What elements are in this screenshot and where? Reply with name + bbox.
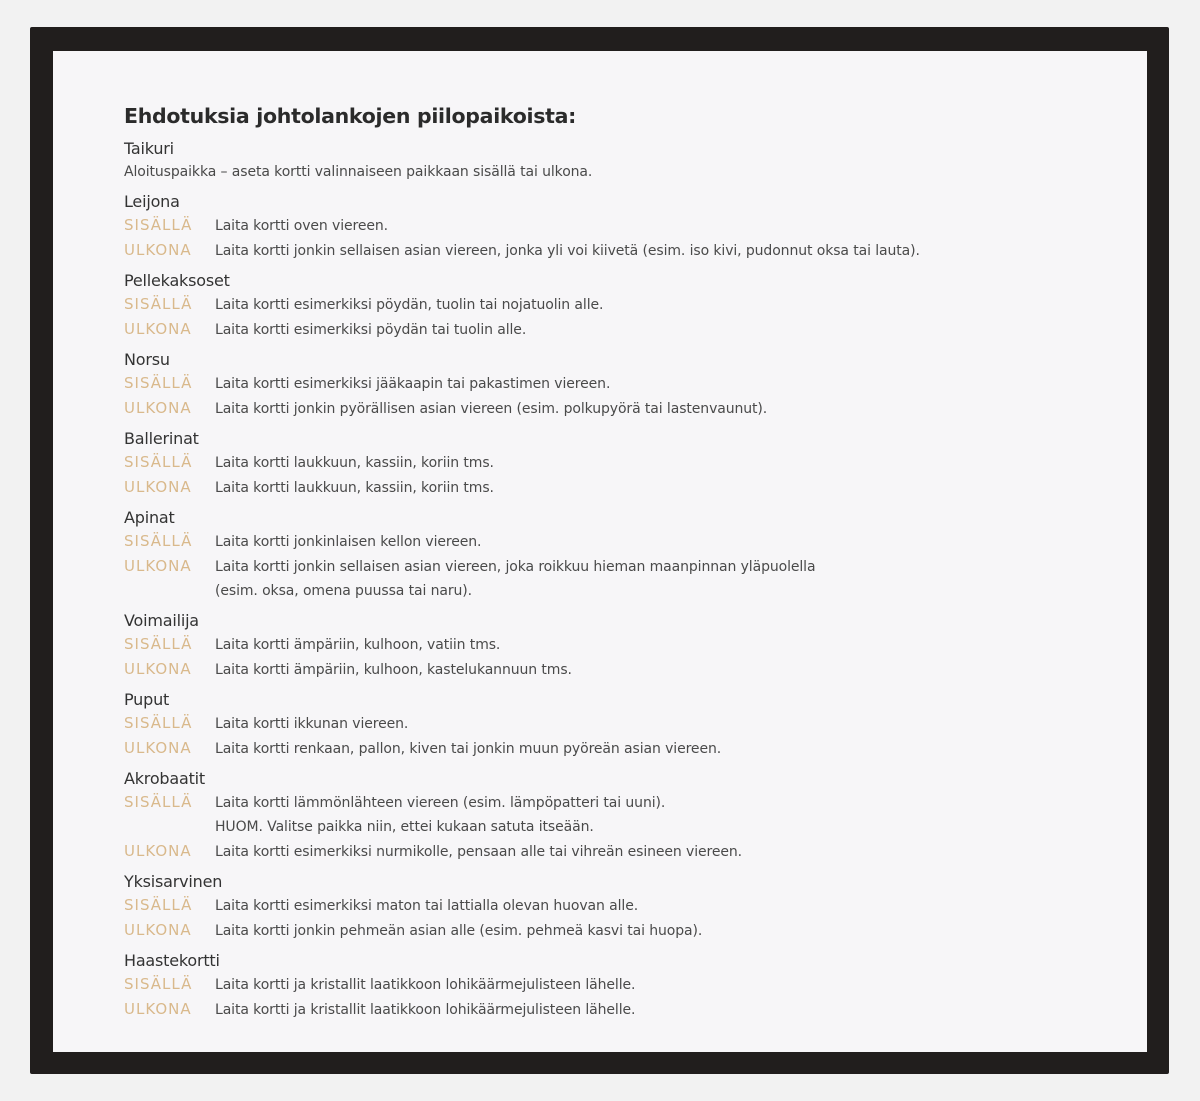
outside-instruction-text: Laita kortti ja kristallit laatikkoon lohikäärmejulisteen lähelle. — [215, 1002, 636, 1018]
outside-label: ULKONA — [124, 1000, 192, 1018]
inside-label: SISÄLLÄ — [124, 216, 193, 234]
outside-label: ULKONA — [124, 842, 192, 860]
inside-instruction-text: Laita kortti esimerkiksi jääkaapin tai pakastimen viereen. — [215, 376, 611, 392]
inside-label: SISÄLLÄ — [124, 635, 193, 653]
character-name: Norsu — [124, 350, 170, 369]
hiding-spot-section — [124, 428, 1134, 500]
inside-instruction-text: Laita kortti lämmönlähteen viereen (esim. lämpöpatteri tai uuni). — [215, 795, 666, 811]
inside-label: SISÄLLÄ — [124, 532, 193, 550]
inside-label: SISÄLLÄ — [124, 896, 193, 914]
character-name: Voimailija — [124, 611, 199, 630]
outside-instruction-text: Laita kortti ämpäriin, kulhoon, kastelukannuun tms. — [215, 662, 572, 678]
inside-instruction-row — [124, 711, 1134, 736]
inside-instruction-text: Laita kortti laukkuun, kassiin, koriin tms. — [215, 455, 494, 471]
outside-instruction-row — [124, 657, 1134, 682]
hiding-spot-section — [124, 950, 1134, 1022]
character-name: Haastekortti — [124, 951, 220, 970]
hiding-spot-section — [124, 270, 1134, 342]
outside-instruction-text: Laita kortti jonkin pehmeän asian alle (esim. pehmeä kasvi tai huopa). — [215, 923, 703, 939]
outside-label: ULKONA — [124, 478, 192, 496]
outside-instruction-row — [124, 736, 1134, 761]
character-name: Leijona — [124, 192, 180, 211]
outside-instruction-text: Laita kortti esimerkiksi pöydän tai tuolin alle. — [215, 322, 527, 338]
inside-instruction-text: Laita kortti oven viereen. — [215, 218, 389, 234]
inside-instruction-text: Laita kortti esimerkiksi maton tai lattialla olevan huovan alle. — [215, 898, 639, 914]
inside-instruction-row — [124, 972, 1134, 997]
character-name: Yksisarvinen — [124, 872, 223, 891]
card-title: Ehdotuksia johtolankojen piilopaikoista: — [124, 104, 577, 128]
section-intro: Aloituspaikka – aseta kortti valinnaiseen paikkaan sisällä tai ulkona. — [124, 164, 593, 180]
character-name: Puput — [124, 690, 170, 709]
inside-label: SISÄLLÄ — [124, 295, 193, 313]
outside-instruction-row — [124, 997, 1134, 1022]
inside-instruction-text: Laita kortti jonkinlaisen kellon viereen. — [215, 534, 482, 550]
outside-instruction-row — [124, 475, 1134, 500]
section-list — [124, 138, 1134, 1022]
inside-instruction-row — [124, 893, 1134, 918]
inside-label: SISÄLLÄ — [124, 453, 193, 471]
hiding-spot-section — [124, 689, 1134, 761]
character-name: Apinat — [124, 508, 175, 527]
outside-instruction-text: Laita kortti laukkuun, kassiin, koriin tms. — [215, 480, 494, 496]
outside-instruction-row — [124, 554, 1134, 579]
hiding-spot-section — [124, 138, 1134, 184]
hiding-spot-section — [124, 507, 1134, 603]
outside-label: ULKONA — [124, 921, 192, 939]
inside-label: SISÄLLÄ — [124, 793, 193, 811]
hint-card — [53, 51, 1147, 1052]
outside-label: ULKONA — [124, 320, 192, 338]
outside-instruction-text: Laita kortti esimerkiksi nurmikolle, pensaan alle tai vihreän esineen viereen. — [215, 844, 743, 860]
inside-instruction-row — [124, 450, 1134, 475]
inside-label: SISÄLLÄ — [124, 714, 193, 732]
outside-instruction-row — [124, 839, 1134, 864]
inside-label: SISÄLLÄ — [124, 975, 193, 993]
card-content — [124, 104, 1134, 1029]
hiding-spot-section — [124, 768, 1134, 864]
outside-instruction-row — [124, 317, 1134, 342]
hiding-spot-section — [124, 871, 1134, 943]
outside-label: ULKONA — [124, 557, 192, 575]
outside-instruction-continuation: (esim. oksa, omena puussa tai naru). — [215, 583, 473, 599]
inside-instruction-row — [124, 632, 1134, 657]
inside-instruction-row — [124, 790, 1134, 815]
outside-label: ULKONA — [124, 660, 192, 678]
inside-instruction-continuation: HUOM. Valitse paikka niin, ettei kukaan satuta itseään. — [215, 819, 594, 835]
inside-instruction-row — [124, 371, 1134, 396]
inside-instruction-text: Laita kortti ämpäriin, kulhoon, vatiin tms. — [215, 637, 501, 653]
outside-instruction-text: Laita kortti jonkin sellaisen asian viereen, jonka yli voi kiivetä (esim. iso kivi, pudonnut oksa tai lauta). — [215, 243, 920, 259]
outside-label: ULKONA — [124, 739, 192, 757]
inside-instruction-text: Laita kortti esimerkiksi pöydän, tuolin tai nojatuolin alle. — [215, 297, 604, 313]
outside-instruction-text: Laita kortti jonkin pyörällisen asian viereen (esim. polkupyörä tai lastenvaunut). — [215, 401, 768, 417]
inside-instruction-text: Laita kortti ikkunan viereen. — [215, 716, 409, 732]
outside-instruction-text: Laita kortti jonkin sellaisen asian viereen, joka roikkuu hieman maanpinnan yläpuolella — [215, 559, 816, 575]
outside-instruction-row — [124, 238, 1134, 263]
character-name: Pellekaksoset — [124, 271, 230, 290]
inside-label: SISÄLLÄ — [124, 374, 193, 392]
inside-instruction-text: Laita kortti ja kristallit laatikkoon lohikäärmejulisteen lähelle. — [215, 977, 636, 993]
character-name: Taikuri — [124, 139, 174, 158]
inside-instruction-row — [124, 292, 1134, 317]
hiding-spot-section — [124, 610, 1134, 682]
outside-instruction-text: Laita kortti renkaan, pallon, kiven tai jonkin muun pyöreän asian viereen. — [215, 741, 722, 757]
character-name: Akrobaatit — [124, 769, 205, 788]
hiding-spot-section — [124, 349, 1134, 421]
outside-instruction-row — [124, 396, 1134, 421]
outside-label: ULKONA — [124, 241, 192, 259]
inside-instruction-row — [124, 213, 1134, 238]
hiding-spot-section — [124, 191, 1134, 263]
outside-label: ULKONA — [124, 399, 192, 417]
inside-instruction-row — [124, 529, 1134, 554]
character-name: Ballerinat — [124, 429, 199, 448]
outside-instruction-row — [124, 918, 1134, 943]
